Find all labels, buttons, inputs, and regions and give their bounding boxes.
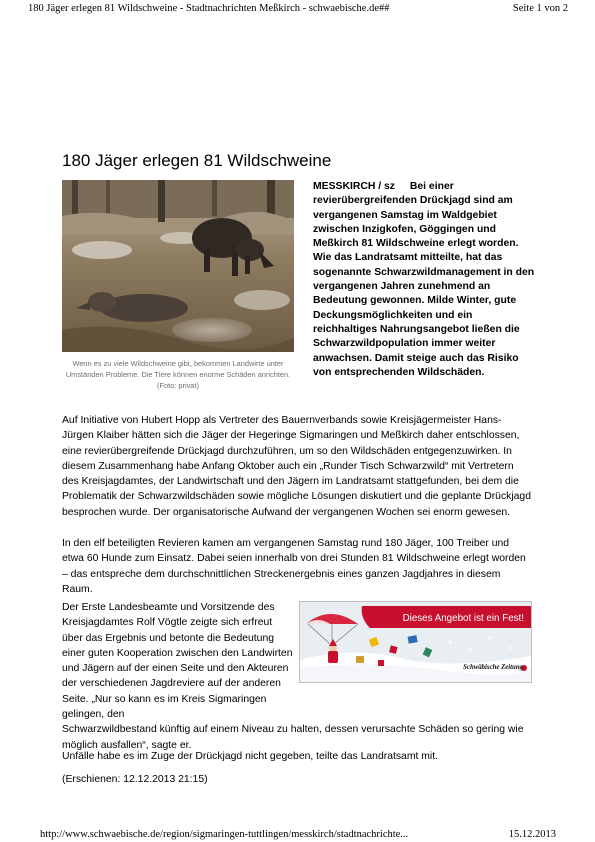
article-headline: 180 Jäger erlegen 81 Wildschweine xyxy=(62,151,332,170)
photo-caption: Wenn es zu viele Wildschweine gibt, bekommen Landwirte unter Umständen Probleme. Die Tiere können enorme Schäden anrichten. (Foto: privat) xyxy=(65,359,291,390)
advertisement-headline: Dieses Angebot ist ein Fest! xyxy=(402,613,524,624)
print-footer xyxy=(40,828,556,841)
article-dateline: MESSKIRCH / sz xyxy=(313,181,395,192)
print-header-title: 180 Jäger erlegen 81 Wildschweine - Stadtnachrichten Meßkirch - schwaebische.de## xyxy=(28,3,390,14)
print-footer-date: 15.12.2013 xyxy=(508,829,556,840)
article-paragraph-3-wrapped: Der Erste Landesbeamte und Vorsitzende des Kreisjagdamtes Rolf Vögtle zeigte sich erfreut über das Ergebnis und betonte die Bedeutung einer guten Kooperation zwischen den Landwirten und Jägern auf der einen Seite und den Akteuren der verschiedenen Jagdreviere auf der anderen Seite. „Nur so kann es im Kreis Sigmaringen gelingen, den xyxy=(62,602,293,721)
article-lead-text: Bei einer revierübergreifenden Drückjagd sind am vergangenen Samstag im Waldgebiet zwischen Inzigkofen, Göggingen und Meßkirch 81 Wildschweine erlegt worden. Wie das Landratsamt mitteilte, hat das sogenannte Schwarzwildmanagement in den vergangenen Jahren zunehmend an Bedeutung gewonnen. Milde Winter, gute Deckungsmöglichkeiten und ein reichhaltiges Nahrungsangebot ließen die Schwarzwildpopulation immer weiter anwachsen. Damit steige auch das Risiko von entsprechenden Wildschäden. xyxy=(313,181,535,378)
print-header xyxy=(28,2,568,15)
article-paragraph-2: In den elf beteiligten Revieren kamen am vergangenen Samstag rund 180 Jäger, 100 Treiber und etwa 60 Hunde zum Einsatz. Dabei seien innerhalb von drei Stunden 81 Wildschweine erlegt worden – das entspreche dem durchschnittlichen Streckenergebnis eines ganzen Jagdjahres in diesem Raum. xyxy=(62,538,526,595)
article-paragraph-1: Auf Initiative von Hubert Hopp als Vertreter des Bauernverbands sowie Kreisjägermeister Hans-Jürgen Klaiber hätten sich die Jäger der Hegeringe Sigmaringen und Meßkirch daher entschlossen, eine revierübergreifende Drückjagd durchzuführen, um so den Wildschäden entgegenzuwirken. In diesem Zusammenhang habe Anfang Oktober auch ein „Runder Tisch Schwarzwild“ mit Vertretern des Kreisjagdamtes, der Landwirtschaft und den Jägern im Landratsamt stattgefunden, bei dem die Problematik der Schwarzwildschäden sowie mögliche Lösungen diskutiert und die geplante Drückjagd besprochen wurde. Der organisatorische Aufwand der vergangenen Wochen sei enorm gewesen. xyxy=(62,415,531,518)
article-lead xyxy=(313,180,535,380)
article-photo xyxy=(62,180,294,352)
article-paragraph-4: Unfälle habe es im Zuge der Drückjagd nicht gegeben, teilte das Landratsamt mit. xyxy=(62,751,439,762)
article-published-date: (Erschienen: 12.12.2013 21:15) xyxy=(62,774,208,785)
print-header-page: Seite 1 von 2 xyxy=(512,3,568,14)
print-footer-url: http://www.schwaebische.de/region/sigmaringen-tuttlingen/messkirch/stadtnachrichte... xyxy=(40,829,409,840)
advertisement-banner[interactable] xyxy=(299,601,532,683)
advertisement-brand: Schwäbische Zeitung xyxy=(463,664,523,671)
article-paragraph-3-full: Schwarzwildbestand künftig auf einem Niveau zu halten, dessen verursachte Schäden so gering wie möglich ausfallen“, sagte er. xyxy=(62,724,524,751)
